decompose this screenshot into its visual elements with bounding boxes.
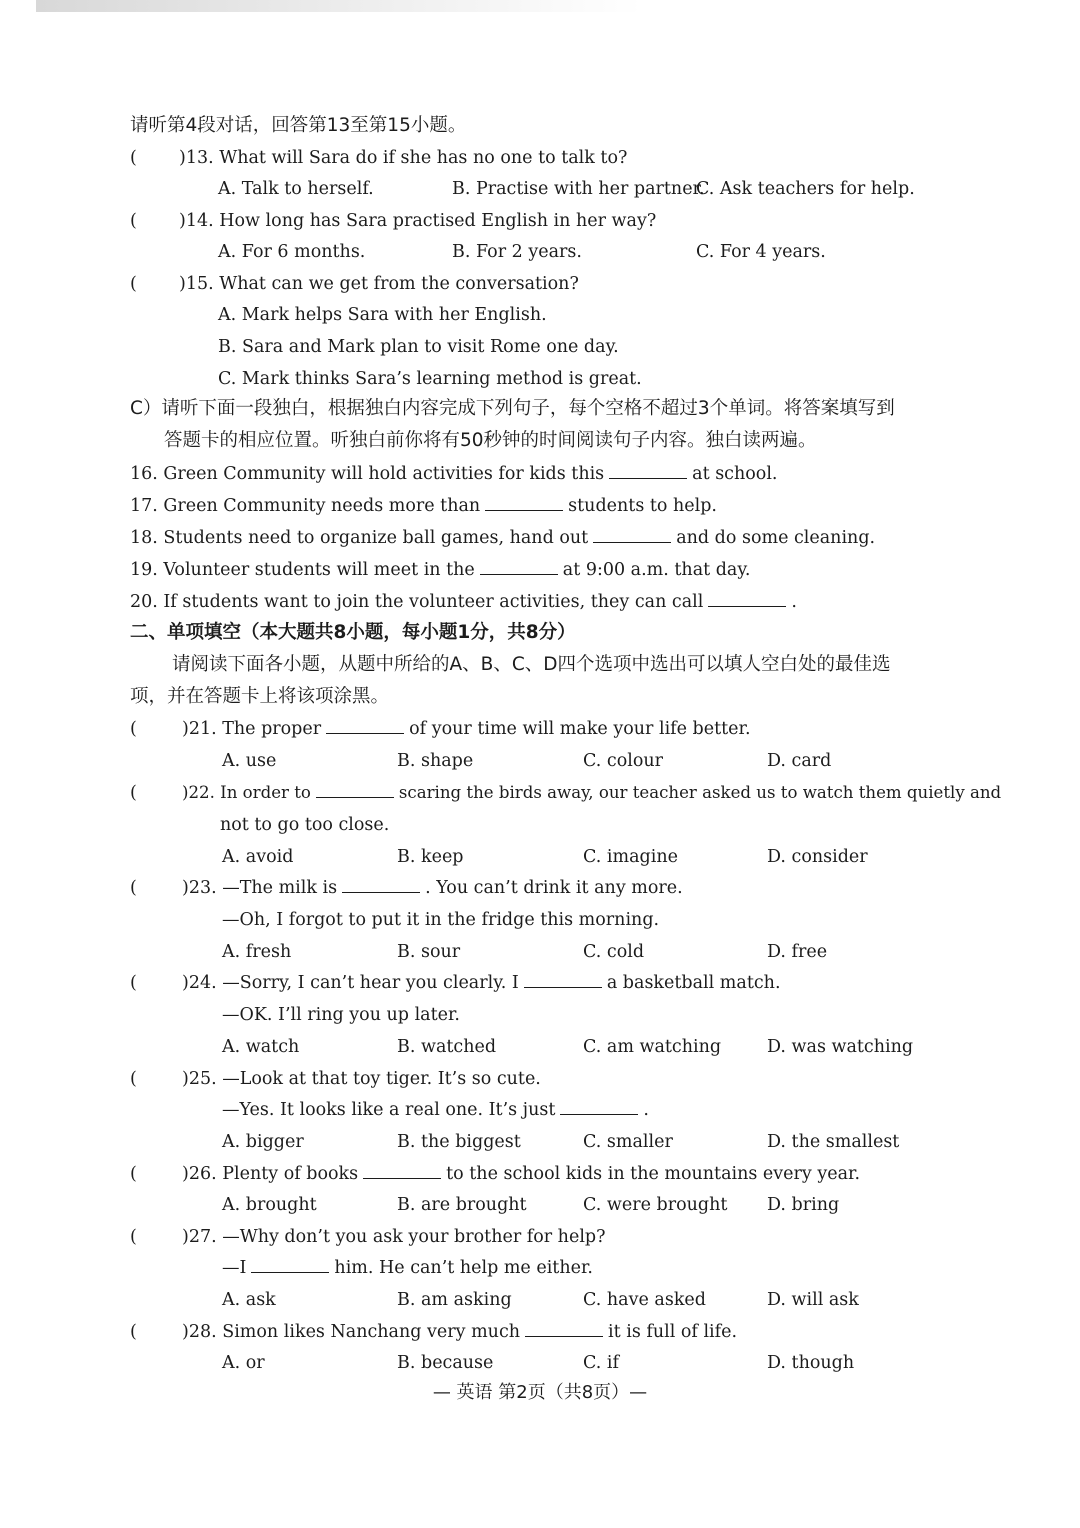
q21-blank (326, 717, 404, 734)
q28-after: it is full of life. (608, 1322, 738, 1342)
q14-option-c: C. For 4 years. (696, 242, 826, 262)
q28-option-b: B. because (397, 1353, 494, 1373)
sentence-17-after: students to help. (568, 496, 717, 516)
q28-option-c: C. if (583, 1353, 619, 1373)
section-b-instruction: 请听第4段对话，回答第13至第15小题。 (130, 115, 467, 136)
sentence-19-before: 19. Volunteer students will meet in the (130, 560, 475, 580)
q14-option-a: A. For 6 months. (218, 242, 366, 262)
q21-option-a: A. use (222, 751, 277, 771)
sentence-18 (130, 526, 875, 550)
q25-cont-before: —Yes. It looks like a real one. It’s just (222, 1100, 556, 1120)
sentence-16 (130, 462, 777, 486)
q21-option-b: B. shape (397, 751, 474, 771)
sentence-19-blank (480, 558, 558, 575)
part2-instruction-line2: 项，并在答题卡上将该项涂黑。 (130, 686, 390, 707)
q27-cont-after: him. He can’t help me either. (334, 1258, 593, 1278)
answer-paren-26: ( (130, 1164, 137, 1184)
question-14-stem: )14. How long has Sara practised English in her way? (179, 211, 657, 231)
q24-option-b: B. watched (397, 1037, 497, 1057)
sentence-17-blank (485, 494, 563, 511)
q27-option-a: A. ask (222, 1290, 276, 1310)
q26-option-c: C. were brought (583, 1195, 728, 1215)
q27-blank (251, 1256, 329, 1273)
question-25-stem: )25. —Look at that toy tiger. It’s so cute. (182, 1069, 541, 1089)
sentence-18-before: 18. Students need to organize ball games, hand out (130, 528, 589, 548)
q24-option-a: A. watch (222, 1037, 300, 1057)
question-28-stem (182, 1320, 737, 1344)
q28-option-d: D. though (767, 1353, 855, 1373)
section-c-instruction-line1: C）请听下面一段独白，根据独白内容完成下列句子，每个空格不超过3个单词。将答案填写到 (130, 398, 895, 419)
question-26-stem (182, 1162, 860, 1186)
q23-option-d: D. free (767, 942, 828, 962)
part2-instruction-line1: 请阅读下面各小题，从题中所给的A、B、C、D四个选项中选出可以填人空白处的最佳选 (172, 654, 891, 675)
answer-paren-13: ( (130, 148, 137, 168)
q24-after: a basketball match. (606, 973, 781, 993)
sentence-16-after: at school. (692, 464, 778, 484)
answer-paren-27: ( (130, 1227, 137, 1247)
question-13-stem: )13. What will Sara do if she has no one to talk to? (179, 148, 628, 168)
sentence-20 (130, 590, 797, 614)
sentence-19 (130, 558, 751, 582)
answer-paren-22: ( (130, 783, 137, 803)
q25-option-c: C. smaller (583, 1132, 673, 1152)
q24-before: )24. —Sorry, I can’t hear you clearly. I (182, 973, 519, 993)
question-23-continuation: —Oh, I forgot to put it in the fridge this morning. (222, 910, 660, 930)
q23-blank (342, 876, 420, 893)
question-23-stem (182, 876, 683, 900)
q28-blank (525, 1320, 603, 1337)
sentence-19-after: at 9:00 a.m. that day. (562, 560, 751, 580)
sentence-20-blank (708, 590, 786, 607)
q13-option-c: C. Ask teachers for help. (696, 179, 915, 199)
q26-blank (363, 1162, 441, 1179)
question-22-continuation: not to go too close. (220, 815, 390, 835)
q15-option-b: B. Sara and Mark plan to visit Rome one day. (218, 337, 619, 357)
q21-option-d: D. card (767, 751, 832, 771)
sentence-20-after: . (791, 592, 797, 612)
question-24-stem (182, 971, 781, 995)
q15-option-c: C. Mark thinks Sara’s learning method is great. (218, 369, 642, 389)
answer-paren-24: ( (130, 973, 137, 993)
question-25-continuation (222, 1098, 649, 1122)
q22-blank (316, 781, 394, 798)
q24-option-c: C. am watching (583, 1037, 722, 1057)
question-27-stem: )27. —Why don’t you ask your brother for help? (182, 1227, 606, 1247)
q21-before: )21. The proper (182, 719, 322, 739)
q25-cont-after: . (643, 1100, 649, 1120)
answer-paren-23: ( (130, 878, 137, 898)
q26-before: )26. Plenty of books (182, 1164, 359, 1184)
sentence-16-blank (609, 462, 687, 479)
q26-option-b: B. are brought (397, 1195, 527, 1215)
q22-option-d: D. consider (767, 847, 868, 867)
q23-option-b: B. sour (397, 942, 461, 962)
question-24-continuation: —OK. I’ll ring you up later. (222, 1005, 460, 1025)
q25-option-b: B. the biggest (397, 1132, 521, 1152)
q22-after: scaring the birds away, our teacher asked us to watch them quietly and (398, 783, 1002, 802)
question-15-stem: )15. What can we get from the conversation? (179, 274, 579, 294)
answer-paren-14: ( (130, 211, 137, 231)
q21-after: of your time will make your life better. (409, 719, 751, 739)
sentence-16-before: 16. Green Community will hold activities for kids this (130, 464, 605, 484)
answer-paren-28: ( (130, 1322, 137, 1342)
q22-option-b: B. keep (397, 847, 464, 867)
q24-option-d: D. was watching (767, 1037, 914, 1057)
q23-option-c: C. cold (583, 942, 645, 962)
q15-option-a: A. Mark helps Sara with her English. (218, 305, 547, 325)
q27-option-b: B. am asking (397, 1290, 512, 1310)
sentence-20-before: 20. If students want to join the volunteer activities, they can call (130, 592, 704, 612)
q28-option-a: A. or (222, 1353, 265, 1373)
q25-blank (560, 1098, 638, 1115)
q23-before: )23. —The milk is (182, 878, 338, 898)
section-c-instruction-line2: 答题卡的相应位置。听独白前你将有50秒钟的时间阅读句子内容。独白读两遍。 (164, 430, 817, 451)
q13-option-a: A. Talk to herself. (218, 179, 374, 199)
q24-blank (524, 971, 602, 988)
q26-option-a: A. brought (222, 1195, 317, 1215)
answer-paren-21: ( (130, 719, 137, 739)
q26-after: to the school kids in the mountains every year. (446, 1164, 861, 1184)
answer-paren-15: ( (130, 274, 137, 294)
q25-option-d: D. the smallest (767, 1132, 900, 1152)
scan-edge-shadow (36, 0, 1046, 12)
q27-option-c: C. have asked (583, 1290, 706, 1310)
q22-before: )22. In order to (182, 783, 311, 802)
sentence-18-blank (593, 526, 671, 543)
sentence-18-after: and do some cleaning. (676, 528, 876, 548)
q21-option-c: C. colour (583, 751, 663, 771)
q23-after: . You can’t drink it any more. (425, 878, 683, 898)
question-27-continuation (222, 1256, 593, 1280)
q22-option-a: A. avoid (222, 847, 294, 867)
q22-option-c: C. imagine (583, 847, 678, 867)
q23-option-a: A. fresh (222, 942, 292, 962)
q27-option-d: D. will ask (767, 1290, 859, 1310)
q27-cont-before: —I (222, 1258, 247, 1278)
q13-option-b: B. Practise with her partner. (452, 179, 705, 199)
q28-before: )28. Simon likes Nanchang very much (182, 1322, 521, 1342)
answer-paren-25: ( (130, 1069, 137, 1089)
q26-option-d: D. bring (767, 1195, 840, 1215)
q14-option-b: B. For 2 years. (452, 242, 582, 262)
question-22-stem (182, 781, 1001, 805)
q25-option-a: A. bigger (222, 1132, 304, 1152)
page-footer: — 英语 第2页（共8页）— (432, 1382, 648, 1403)
sentence-17 (130, 494, 717, 518)
sentence-17-before: 17. Green Community needs more than (130, 496, 481, 516)
question-21-stem (182, 717, 751, 741)
part2-heading: 二、单项填空（本大题共8小题，每小题1分，共8分） (130, 622, 576, 643)
